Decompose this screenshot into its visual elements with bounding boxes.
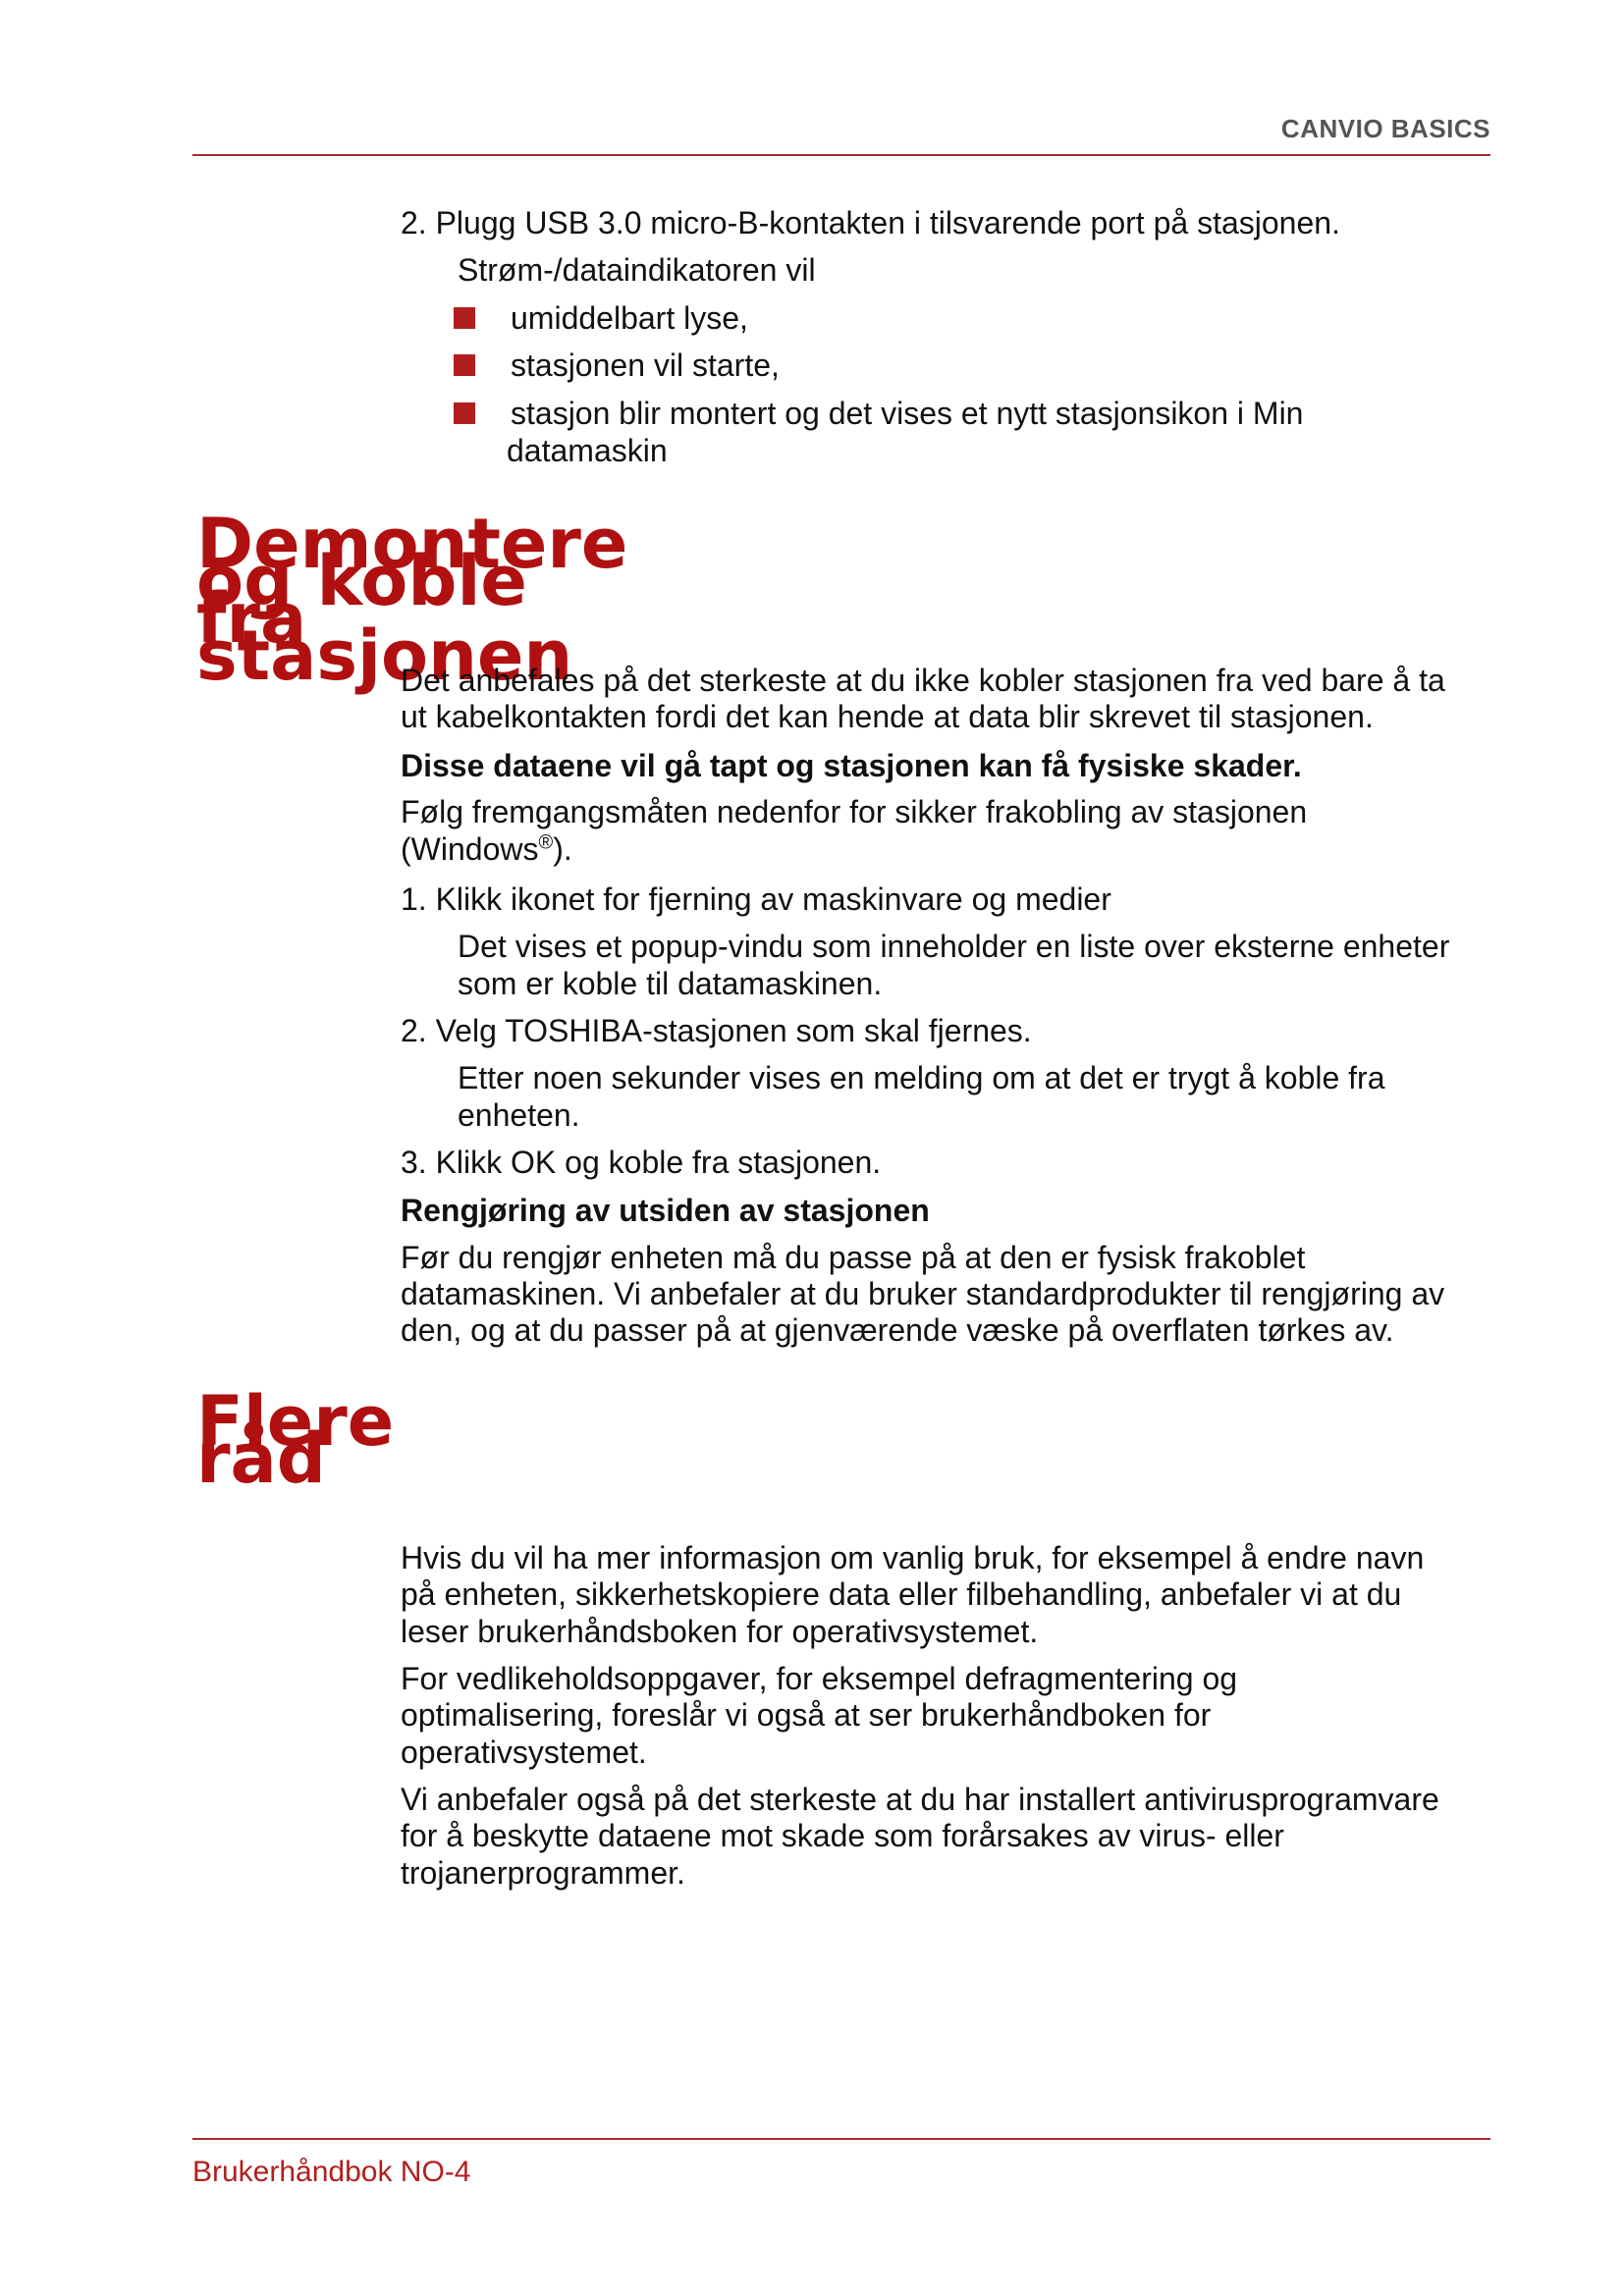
footer-rule [192, 2138, 1490, 2140]
paragraph-line: Det anbefales på det sterkeste at du ikke kobler stasjonen fra ved bare å ta [401, 663, 1445, 698]
step-2: 2. Velg TOSHIBA-stasjonen som skal fjernes. [401, 1013, 1032, 1048]
step-2-detail: Etter noen sekunder vises en melding om at det er trygt å koble fra [458, 1060, 1385, 1095]
paragraph-line: leser brukerhåndsboken for operativsystemet. [401, 1614, 1039, 1649]
paragraph-line: Hvis du vil ha mer informasjon om vanlig bruk, for eksempel å endre navn [401, 1540, 1425, 1575]
page-footer: Brukerhåndbok NO-4 [192, 2156, 471, 2188]
step-1: 1. Klikk ikonet for fjerning av maskinvare og medier [401, 881, 1111, 917]
warning-text: Disse dataene vil gå tapt og stasjonen kan få fysiske skader. [401, 748, 1302, 783]
paragraph-line: den, og at du passer på at gjenværende væske på overflaten tørkes av. [401, 1312, 1394, 1348]
paragraph-line: trojanerprogrammer. [401, 1855, 685, 1891]
paragraph-line: operativsystemet. [401, 1735, 647, 1770]
bullet-square-icon [454, 402, 475, 424]
step-3: 3. Klikk OK og koble fra stasjonen. [401, 1145, 882, 1180]
step-1-detail: Det vises et popup-vindu som inneholder en liste over eksterne enheter [458, 929, 1450, 964]
bullet-square-icon [454, 307, 475, 329]
paragraph-line: datamaskinen. Vi anbefaler at du bruker standardprodukter til rengjøring av [401, 1276, 1445, 1311]
step-2-intro: 2. Plugg USB 3.0 micro-B-kontakten i tilsvarende port på stasjonen. [401, 205, 1340, 240]
section-heading-flere-rad: Flere råd [196, 1381, 395, 1499]
list-item-text: stasjonen vil starte, [511, 347, 780, 383]
section-heading-demontere: Demontere og koble fra stasjonen [196, 504, 628, 696]
step-2-sub: Strøm-/dataindikatoren vil [458, 252, 816, 288]
paragraph-line: ut kabelkontakten fordi det kan hende at data blir skrevet til stasjonen. [401, 699, 1374, 734]
paragraph-line [401, 830, 1490, 868]
step-1-detail: som er koble til datamaskinen. [458, 966, 883, 1001]
list-item-text: datamaskin [507, 433, 668, 468]
list-item-text: stasjon blir montert og det vises et nytt stasjonsikon i Min [511, 396, 1304, 431]
paragraph-line: Før du rengjør enheten må du passe på at den er fysisk frakoblet [401, 1240, 1306, 1275]
header-rule [192, 154, 1490, 156]
step-2-detail: enheten. [458, 1097, 580, 1133]
paragraph-line: For vedlikeholdsoppgaver, for eksempel defragmentering og [401, 1661, 1238, 1696]
text-segment: ). [553, 831, 572, 867]
paragraph-line: Følg fremgangsmåten nedenfor for sikker frakobling av stasjonen [401, 794, 1308, 829]
paragraph-line: Vi anbefaler også på det sterkeste at du har installert antivirusprogramvare [401, 1782, 1439, 1817]
text-segment: (Windows [401, 831, 539, 867]
paragraph-line: på enheten, sikkerhetskopiere data eller filbehandling, anbefaler vi at du [401, 1576, 1402, 1612]
registered-mark: ® [538, 831, 554, 854]
paragraph-line: optimalisering, foreslår vi også at ser brukerhåndboken for [401, 1697, 1212, 1733]
subheading-cleaning: Rengjøring av utsiden av stasjonen [401, 1193, 930, 1228]
bullet-square-icon [454, 354, 475, 376]
paragraph-line: for å beskytte dataene mot skade som forårsakes av virus- eller [401, 1818, 1284, 1853]
header-brand: CANVIO BASICS [1280, 114, 1490, 143]
list-item-text: umiddelbart lyse, [511, 300, 748, 336]
